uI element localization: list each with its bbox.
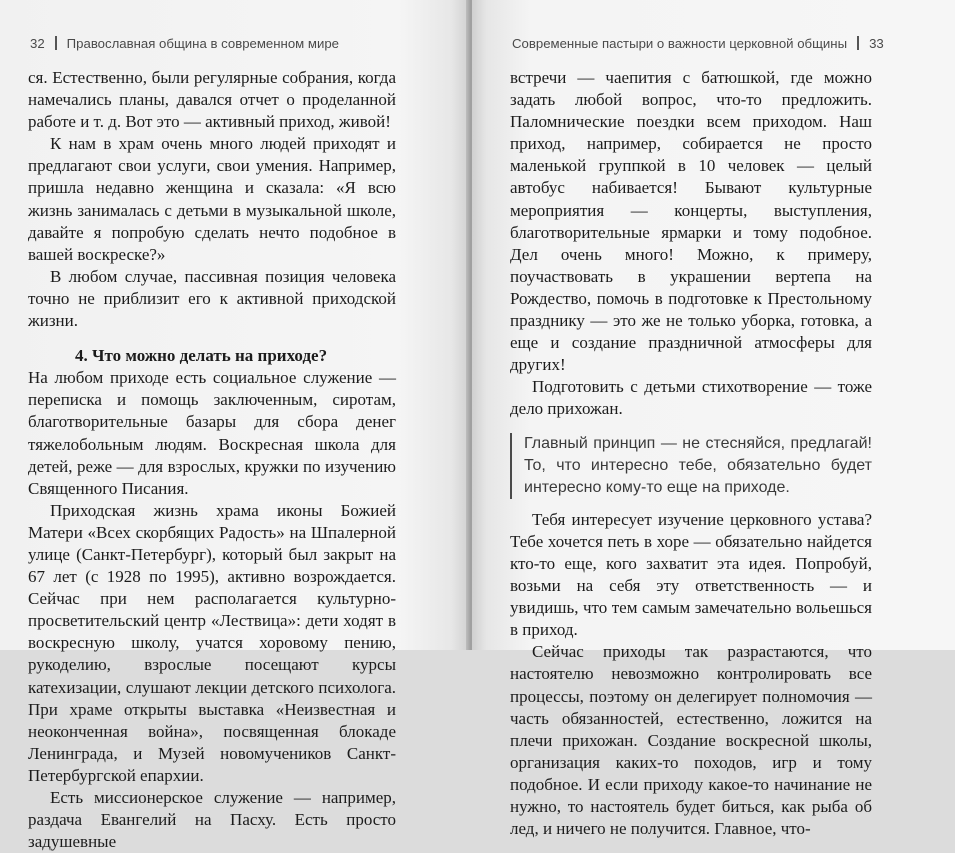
paragraph: Подготовить с детьми стихотворение — тоже дело прихожан. <box>510 377 872 419</box>
paragraph: Есть миссионерское служение — например, раздача Евангелий на Пасху. Есть просто задушевные <box>28 788 396 852</box>
paragraph: К нам в храм очень много людей приходят и предлагают свои услуги, свои умения. Например, пришла недавно женщина и сказала: «Я всю жизнь занималась с детьми в музыкальной школе, давайте я попробую сделать нечто подобное в вашей воскреске?» <box>28 134 396 264</box>
section-heading: 4. Что можно делать на приходе? <box>75 346 328 366</box>
left-running-head <box>30 36 339 51</box>
paragraph: ся. Естественно, были регулярные собрания, когда намечались планы, давался отчет о проделанной работе и т. д. Вот это — активный приход, живой! <box>28 68 396 132</box>
right-page <box>472 0 955 839</box>
right-running-head <box>512 36 884 51</box>
header-divider <box>857 36 859 50</box>
left-page-number: 32 <box>30 36 45 51</box>
paragraph: Тебя интересует изучение церковного устава? Тебе хочется петь в хоре — обязательно найдется кто-то еще, кого захватит эта идея. Попробуй, возьми на себя эту ответственность — и увидишь, что тем самым замечательно вольешься в приход. <box>510 509 872 640</box>
left-body-text <box>28 67 396 853</box>
paragraph: На любом приходе есть социальное служение — переписка и помощь заключенным, сиротам, благотворительные базары для сбора денег тяжелобольным людям. Воскресная школа для детей, реже — для взрослых, кружки по изучению Священного Писания. <box>28 368 396 498</box>
right-body-text <box>510 67 872 840</box>
paragraph: встречи — чаепития с батюшкой, где можно задать любой вопрос, что-то предложить. Паломнические поездки всем приходом. Наш приход, например, собирается не просто маленькой группкой в 10 человек — целый автобус набивается! Бывают культурные мероприятия — концерты, выступления, благотворительные ярмарки и тому подобное. Дел очень много! Можно, к примеру, поучаствовать в украшении вертепа на Рождество, помочь в подготовке к Престольному празднику — это же не только уборка, готовка, а еще и создание праздничной атмосферы для других! <box>510 68 872 375</box>
header-divider <box>55 36 57 50</box>
pull-quote: Главный принцип — не стесняйся, предлагай! То, что интересно тебе, обязательно будет интересно кому-то еще на приходе. <box>510 433 872 499</box>
right-header-title: Современные пастыри о важности церковной общины <box>512 36 848 51</box>
paragraph: Приходская жизнь храма иконы Божией Матери «Всех скорбящих Радость» на Шпалерной улице (Санкт-Петербург), который был закрыт на 67 лет (с 1928 по 1995), активно возрождается. Сейчас при нем располагается культурно-просветительский центр «Лествица»: дети ходят в воскресную школу, учатся хоровому пению, рукоделию, взрослые посещают курсы катехизации, слушают лекции детского психолога. При храме открыты выставка «Неизвестная и неоконченная война», посвященная блокаде Ленинграда, и Музей новомучеников Санкт-Петербургской епархии. <box>28 500 396 785</box>
paragraph: Сейчас приходы так разрастаются, что настоятелю невозможно контролировать все процессы, поэтому он делегирует полномочия — часть обязанностей, естественно, ложится на плечи прихожан. Создание воскресной школы, организация каких-то походов, игр и тому подобное. И если приходу какое-то начинание не нужно, то настоятель будет биться, как рыба об лед, и ничего не получится. Главное, что- <box>510 642 872 839</box>
right-page-number: 33 <box>869 36 884 51</box>
paragraph: В любом случае, пассивная позиция человека точно не приблизит его к активной приходской жизни. <box>28 266 396 331</box>
left-page <box>0 0 470 852</box>
left-header-title: Православная община в современном мире <box>66 36 339 51</box>
